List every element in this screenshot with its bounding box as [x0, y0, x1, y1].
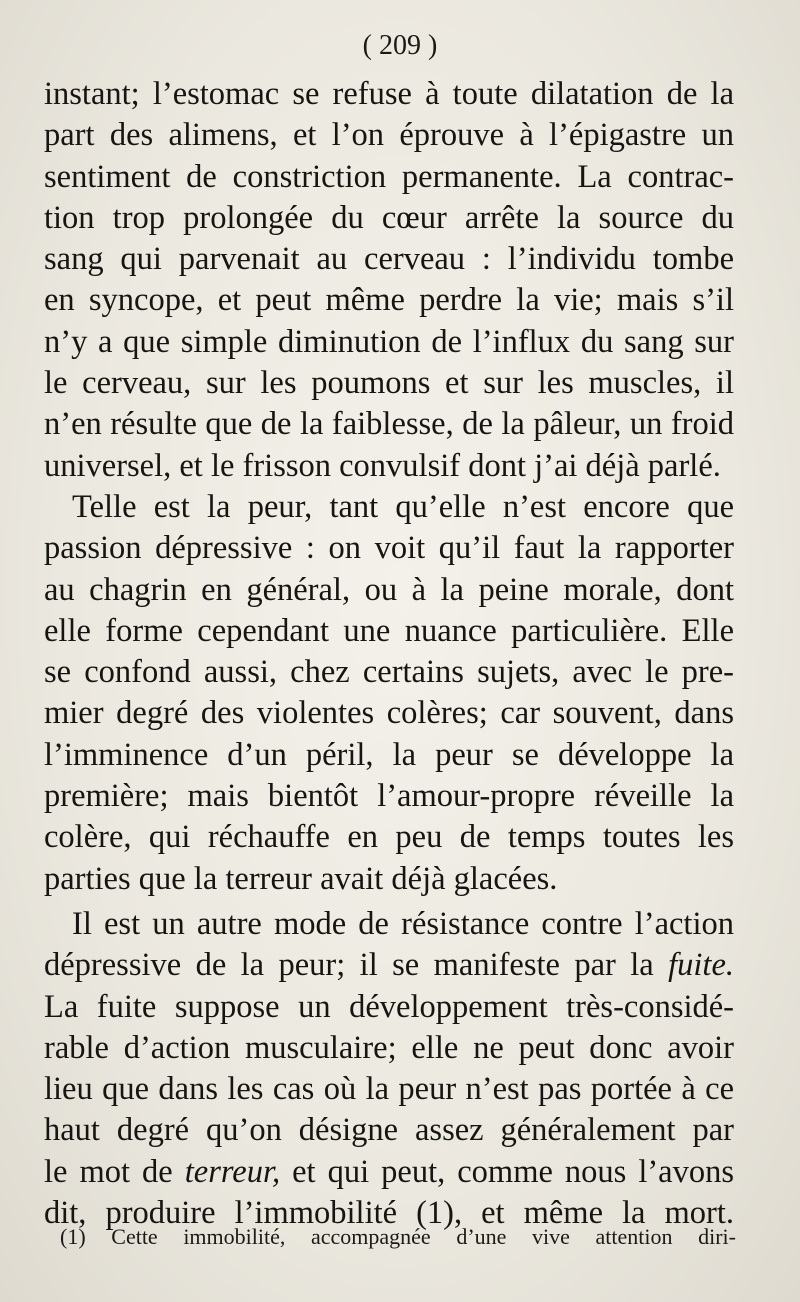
text-line: mier degré des violentes colères; car souvent, dans [44, 695, 734, 732]
text-line: Il est un autre mode de résistance contre l’action [72, 905, 734, 942]
text-line: sang qui parvenait au cerveau : l’individu tombe [44, 241, 734, 278]
text-line [44, 945, 734, 986]
text-line: dit, produire l’immobilité (1), et même la mort. [44, 1195, 734, 1232]
text-line: l’imminence d’un péril, la peur se développe la [44, 736, 734, 773]
paragraph-3 [44, 904, 734, 1234]
footnote: (1) Cette immobilité, accompagnée d’une vive attention diri- [60, 1224, 736, 1249]
text-line: La fuite suppose un développement très-considé- [44, 988, 734, 1025]
text-line [44, 1152, 734, 1193]
text-line: n’en résulte que de la faiblesse, de la pâleur, un froid [44, 406, 734, 443]
body-text [44, 74, 734, 1234]
text-line: instant; l’estomac se refuse à toute dilatation de la [44, 76, 734, 112]
text-line: le cerveau, sur les poumons et sur les muscles, il [44, 365, 734, 402]
italic-word: terreur, [184, 1153, 281, 1190]
text-line: en syncope, et peut même perdre la vie; mais s’il [44, 282, 734, 319]
text-run: dépressive de la peur; il se manifeste par la [44, 947, 669, 984]
text-line: rable d’action musculaire; elle ne peut donc avoir [44, 1029, 734, 1066]
text-line: première; mais bientôt l’amour-propre réveille la [44, 778, 734, 815]
paragraph-1 [44, 74, 734, 487]
text-line: se confond aussi, chez certains sujets, avec le pre- [44, 654, 734, 691]
text-line: passion dépressive : on voit qu’il faut la rapporter [44, 530, 734, 567]
text-line: universel, et le frisson convulsif dont j’ai déjà parlé. [44, 447, 721, 484]
text-line: parties que la terreur avait déjà glacées. [44, 860, 558, 897]
text-line: colère, qui réchauffe en peu de temps toutes les [44, 819, 734, 856]
text-line: lieu que dans les cas où la peur n’est pas portée à ce [44, 1071, 734, 1108]
paragraph-2 [44, 487, 734, 900]
page-number: ( 209 ) [362, 30, 438, 61]
text-line: part des alimens, et l’on éprouve à l’épigastre un [44, 117, 734, 154]
text-run: le mot de [44, 1153, 185, 1190]
text-line: sentiment de constriction permanente. La contrac- [44, 158, 734, 195]
italic-word: fuite. [668, 947, 734, 984]
text-run: et qui peut, comme nous l’avons [280, 1153, 734, 1190]
text-line: au chagrin en général, ou à la peine morale, dont [44, 571, 734, 608]
text-line: elle forme cependant une nuance particulière. Elle [44, 612, 734, 649]
text-line: haut degré qu’on désigne assez généralement par [44, 1112, 734, 1149]
text-line: tion trop prolongée du cœur arrête la source du [44, 199, 734, 236]
text-line: Telle est la peur, tant qu’elle n’est encore que [72, 488, 734, 525]
text-line: n’y a que simple diminution de l’influx du sang sur [44, 323, 734, 360]
